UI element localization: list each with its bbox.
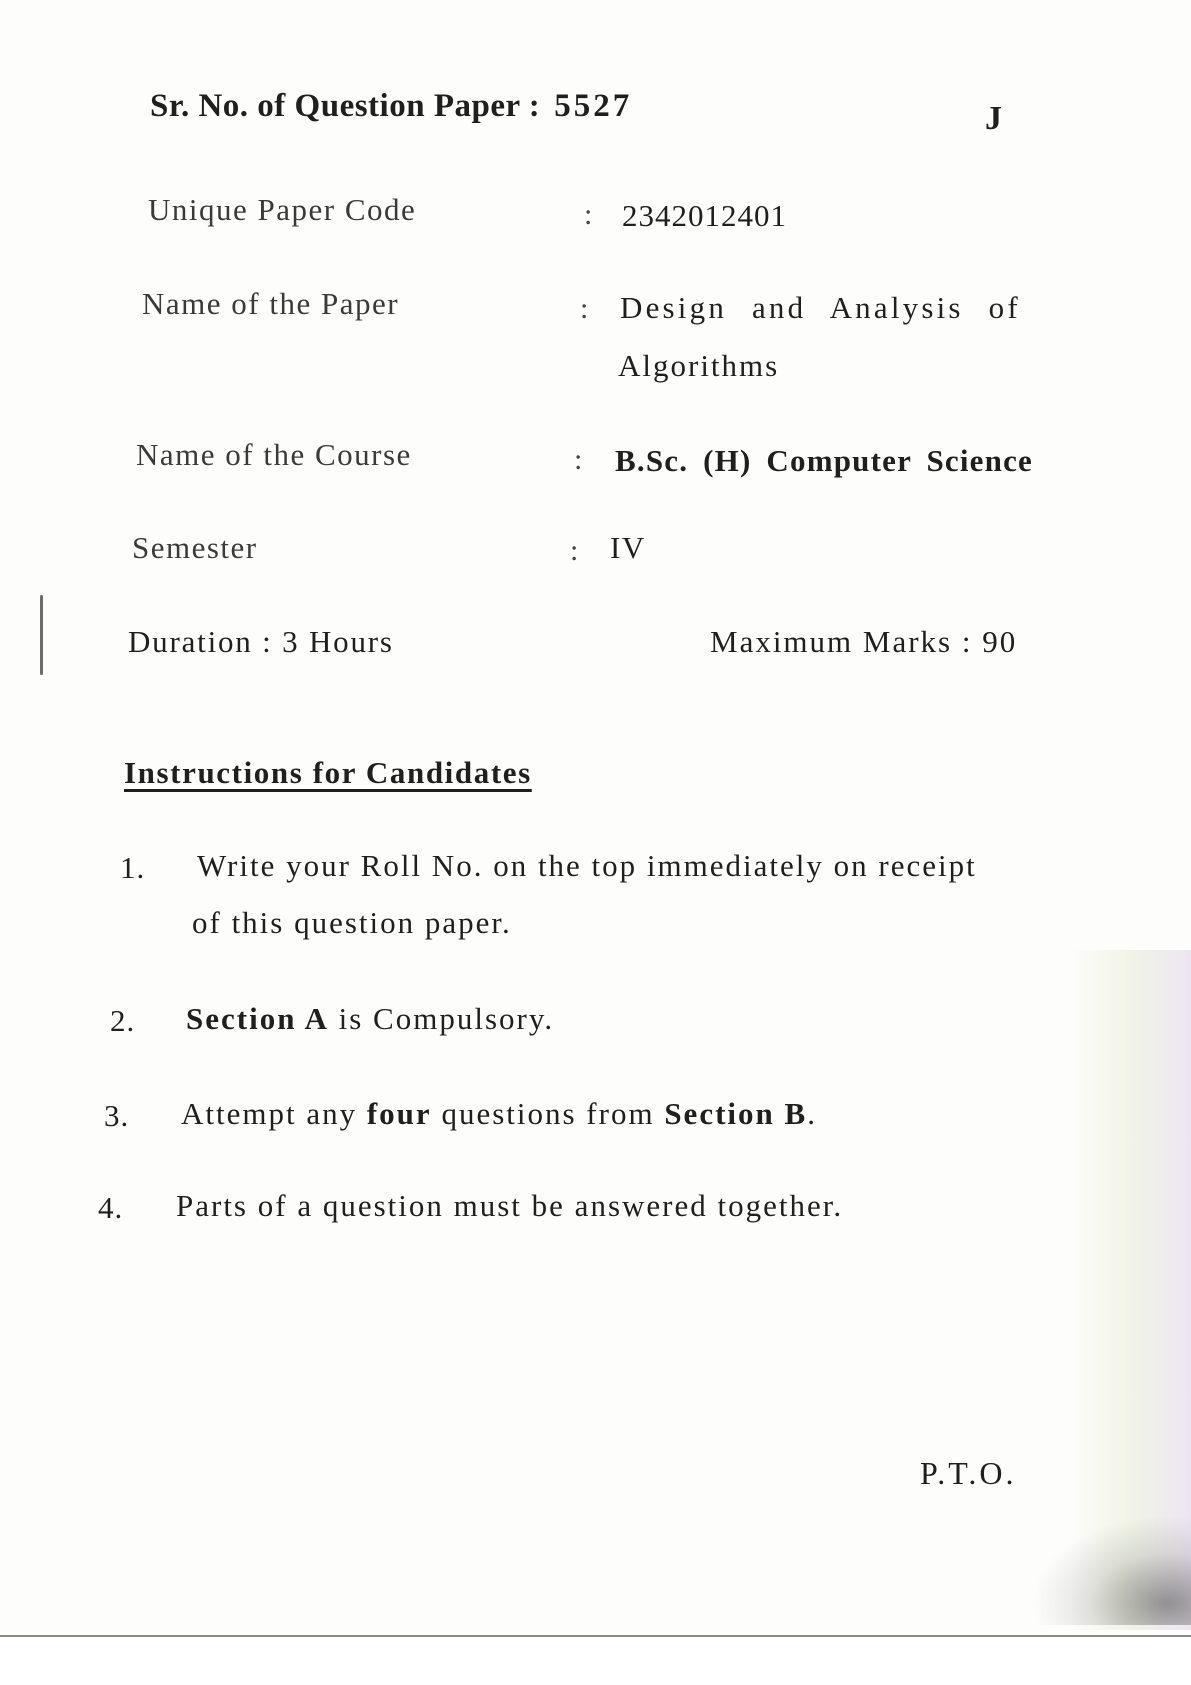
instruction-3-prefix: Attempt any <box>181 1096 367 1131</box>
pto-label: P.T.O. <box>920 1455 1017 1491</box>
semester-value: IV <box>610 530 646 565</box>
paper-name-line1: Design and Analysis of <box>620 290 1021 325</box>
paper-name-line2: Algorithms <box>618 348 780 383</box>
instruction-1-line2: of this question paper. <box>192 905 512 940</box>
instruction-2-text <box>186 1001 554 1037</box>
unique-code-colon: : <box>584 198 593 231</box>
serial-number-label: Sr. No. of Question Paper : <box>150 88 541 124</box>
serial-number-value: 5527 <box>554 88 633 124</box>
instruction-3-number: 3. <box>104 1098 130 1133</box>
instruction-3-middle: questions from <box>431 1096 665 1131</box>
instruction-2-bold: Section A <box>186 1001 329 1036</box>
instruction-4-text: Parts of a question must be answered together. <box>176 1188 844 1223</box>
instruction-3-suffix: . <box>807 1096 817 1131</box>
instruction-1-line1: Write your Roll No. on the top immediately on receipt <box>197 848 977 883</box>
instructions-heading: Instructions for Candidates <box>124 755 532 790</box>
instruction-3-bold-four: four <box>366 1096 432 1131</box>
scan-bottom-edge <box>0 1635 1191 1685</box>
instruction-2-number: 2. <box>110 1003 136 1038</box>
course-label: Name of the Course <box>136 437 412 472</box>
max-marks: Maximum Marks : 90 <box>710 624 1018 659</box>
semester-label: Semester <box>132 530 258 565</box>
course-value: B.Sc. (H) Computer Science <box>615 443 1033 478</box>
instruction-4-number: 4. <box>98 1190 124 1225</box>
instruction-3-text <box>181 1096 817 1132</box>
instruction-2-rest: is Compulsory. <box>328 1001 555 1036</box>
unique-code-label: Unique Paper Code <box>148 192 417 227</box>
instruction-3-bold-section: Section B <box>664 1096 808 1131</box>
margin-mark <box>40 595 43 675</box>
serial-number <box>150 88 632 125</box>
instruction-1-number: 1. <box>120 850 146 885</box>
semester-colon: : <box>570 534 579 567</box>
unique-code-value: 2342012401 <box>622 198 787 233</box>
duration: Duration : 3 Hours <box>128 624 394 659</box>
scan-shadow <box>1031 1515 1191 1625</box>
set-code: J <box>985 100 1002 137</box>
course-colon: : <box>574 443 583 476</box>
paper-name-label: Name of the Paper <box>142 286 400 321</box>
paper-name-colon: : <box>580 292 589 325</box>
